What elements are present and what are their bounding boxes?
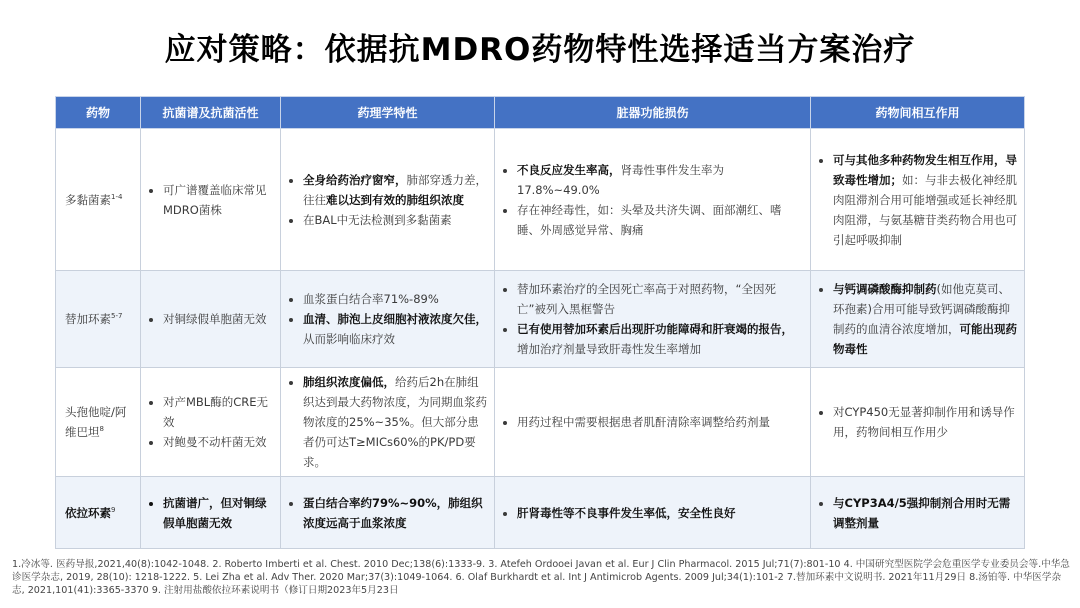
bullet-list [820,493,1017,533]
spectrum-cell [141,477,281,549]
organ-damage-cell [495,271,811,368]
plain-text: 对CYP450无显著抑制作用和诱导作用，药物间相互作用少 [833,405,1015,439]
interaction-cell [811,129,1025,271]
reference-marker: 8 [99,425,104,434]
drug-name: 头孢他啶/阿维巴坦 [65,405,127,439]
drug-comparison-table [55,96,1025,549]
bullet-item: • 抗菌谱广，但对铜绿假单胞菌无效 [163,493,273,533]
bullet-item [303,372,487,472]
interaction-cell [811,271,1025,368]
bullet-item [303,170,487,210]
drug-name: 多黏菌素 [65,192,111,207]
bullet-list [820,150,1017,250]
bold-text: 已有使用替加环素后出现肝功能障碍和肝衰竭的报告， [517,322,793,336]
pharmacology-cell [281,368,495,477]
bullet-list [290,289,487,349]
page-title: 应对策略：依据抗MDRO药物特性选择适当方案治疗 [164,32,916,68]
header-drug: 药物 [56,97,141,129]
bullet-list [150,392,273,452]
bold-text: 与CYP3A4/5强抑制剂合用时无需调整剂量 [833,495,1011,530]
header-pharmacology: 药理学特性 [281,97,495,129]
bold-text: 肺组织浓度偏低， [303,375,395,389]
drug-name: 依拉环素 [65,505,111,520]
drug-name-cell [56,129,141,271]
bullet-list [820,402,1017,442]
bullet-item [303,309,487,349]
bullet-list [150,180,273,220]
pharmacology-cell [281,477,495,549]
plain-text: 存在神经毒性，如：头晕及共济失调、面部潮红、嗜睡、外周感觉异常、胸痛 [517,202,782,237]
plain-text: 在BAL中无法检测到多黏菌素 [303,212,452,227]
bullet-item: • 对产MBL酶的CRE无效 [163,392,273,432]
bullet-item [303,493,487,533]
plain-text: 如：与非去极化神经肌肉阻滞剂合用可能增强或延长神经肌肉阻滞，与氨基糖苷类药物合用也可引起呼吸抑制 [833,172,1017,247]
bullet-item [517,200,803,240]
organ-damage-cell [495,368,811,477]
bullet-list [820,279,1017,359]
bullet-list [504,412,803,432]
table-row [56,477,1025,549]
organ-damage-cell [495,477,811,549]
bullet-list [290,493,487,533]
bullet-item: • 对铜绿假单胞菌无效 [163,309,273,329]
header-organ-damage: 脏器功能损伤 [495,97,811,129]
bullet-item [517,503,803,523]
drug-name-cell [56,271,141,368]
bold-text: 可能出现药物毒性 [833,322,1017,356]
bold-text: 全身给药治疗窗窄， [303,172,407,187]
bullet-item: • 对鲍曼不动杆菌无效 [163,432,273,452]
spectrum-cell [141,129,281,271]
interaction-cell [811,477,1025,549]
pharmacology-cell [281,129,495,271]
references-footnote: 1.冷冰等. 医药导报,2021,40(8):1042-1048. 2. Roberto Imberti et al. Chest. 2010 Dec;138(6):1333-9. 3. Atefeh Ordooei Javan et al. Eur J Clin Pharmacol. 2015 Jul;71(7):801-10 4. 中国研究型医院学会危重医学专业委员会等.中华急诊医学杂志, 2019, 28(10): 1218-1222. 5. Lei Zha et al. Adv Ther. 2020 Mar;37(3):1049-1064. 6. Olaf Burkhardt et al. Int J Antimicrob Agents. 2009 Jul;34(1):101-2 7.替加环素中文说明书. 2021年11月29日 8.汤铂等. 中华医学杂志, 2021,101(41):3365-3370 9. 注射用盐酸依拉环素说明书（修订日期2023年5月23日 [12,559,1070,596]
bullet-item [517,412,803,432]
table-row [56,271,1025,368]
bullet-list [150,309,273,329]
reference-marker: 1-4 [111,192,123,201]
bullet-list [504,503,803,523]
bullet-list [290,170,487,230]
plain-text: 增加治疗剂量导致肝毒性发生率增加 [517,342,701,356]
reference-marker: 5-7 [111,312,123,321]
bold-text: 与钙调磷酸酶抑制药 [833,282,937,296]
plain-text: 血浆蛋白结合率71%-89% [303,292,439,306]
drug-name: 替加环素 [65,312,111,326]
plain-text: 给药后2h在肺组织达到最大药物浓度，为同期血浆药物浓度的25%~35%。但大部分患者仍可达T≥MICs60%的PK/PD要求。 [303,375,487,469]
bullet-item [833,279,1017,359]
plain-text: 肾毒性事件发生率为17.8%~49.0% [517,162,724,197]
table-row [56,368,1025,477]
plain-text: 用药过程中需要根据患者肌酐清除率调整给药剂量 [517,415,770,429]
table-row [56,129,1025,271]
bold-text: 肝肾毒性等不良事件发生率低，安全性良好 [517,505,736,520]
interaction-cell [811,368,1025,477]
bullet-list [150,493,273,533]
reference-marker: 9 [111,505,116,514]
pharmacology-cell [281,271,495,368]
spectrum-cell [141,368,281,477]
drug-name-cell [56,368,141,477]
bullet-item [833,402,1017,442]
drug-name-cell [56,477,141,549]
table-header-row [56,97,1025,129]
plain-text: 从而影响临床疗效 [303,332,395,346]
plain-text: (如他克莫司、环孢素)合用可能导致钙调磷酸酶抑制药的血清谷浓度增加， [833,282,1010,336]
bullet-item [517,279,803,319]
bullet-item [517,319,803,359]
bold-text: 不良反应发生率高， [517,162,621,177]
bullet-item [303,210,487,230]
bullet-item [833,150,1017,250]
bold-text: 蛋白结合率约79%~90%，肺组织浓度远高于血浆浓度 [303,495,483,530]
header-interaction: 药物间相互作用 [811,97,1025,129]
bullet-list [290,372,487,472]
bullet-list [504,279,803,359]
plain-text: 肺部穿透力差，往往 [303,172,487,207]
bullet-item [833,493,1017,533]
bold-text: 难以达到有效的肺组织浓度 [326,192,464,207]
bold-text: 血清、肺泡上皮细胞衬液浓度欠佳， [303,312,487,326]
bullet-item [517,160,803,200]
bullet-list [504,160,803,240]
plain-text: 替加环素治疗的全因死亡率高于对照药物，“全因死亡”被列入黑框警告 [517,282,776,316]
bold-text: 可与其他多种药物发生相互作用，导致毒性增加； [833,152,1017,187]
header-spectrum: 抗菌谱及抗菌活性 [141,97,281,129]
bullet-item [303,289,487,309]
bullet-item: • 可广谱覆盖临床常见MDRO菌株 [163,180,273,220]
spectrum-cell [141,271,281,368]
organ-damage-cell [495,129,811,271]
